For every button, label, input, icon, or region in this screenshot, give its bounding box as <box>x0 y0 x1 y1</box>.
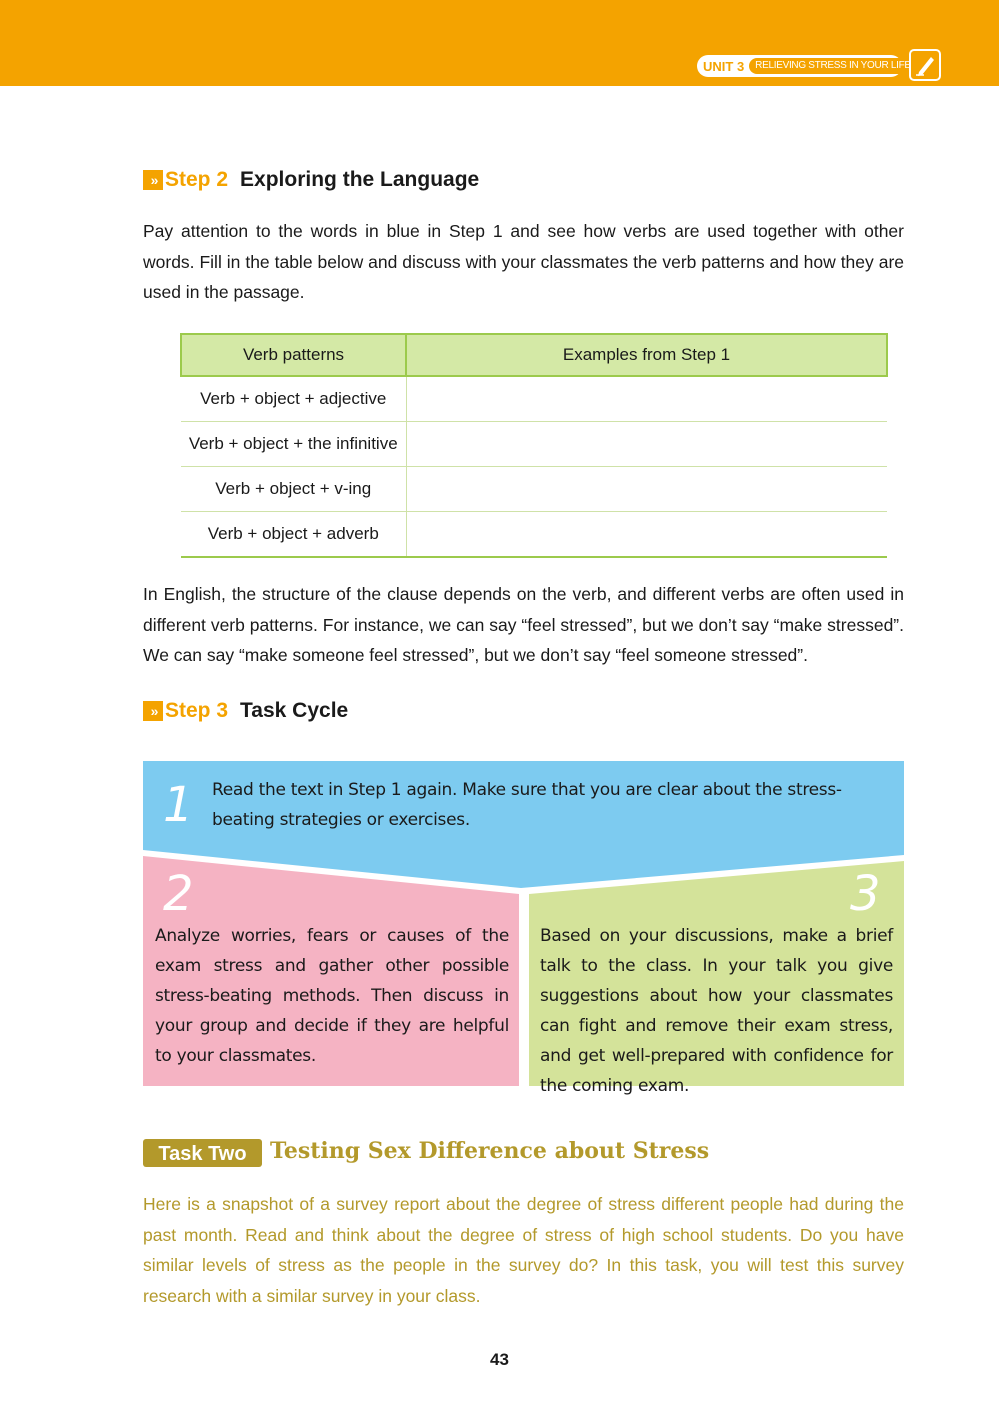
task2-text: Analyze worries, fears or causes of the exam stress and gather other possible stress-beating methods. Then discuss in your group and decide if they are helpful to your classmates. <box>155 926 509 1066</box>
unit-label: UNIT 3 <box>703 58 745 74</box>
example-cell[interactable] <box>406 376 887 422</box>
header-examples: Examples from Step 1 <box>406 334 887 376</box>
table-row <box>181 467 887 512</box>
task2-number: 2 <box>163 866 194 922</box>
step2-explanation: In English, the structure of the clause depends on the verb, and different verbs are often used in different verb patterns. For instance, we can say “feel stressed”, but we don’t say “make stressed”. We can say “make someone feel stressed”, but we don’t say “feel someone stressed”. <box>143 584 904 665</box>
table-row <box>181 422 887 467</box>
example-cell[interactable] <box>406 467 887 512</box>
double-arrow-icon: » <box>143 701 163 721</box>
header-verb-patterns: Verb patterns <box>181 334 406 376</box>
table-row <box>181 376 887 422</box>
unit-pill <box>697 55 911 77</box>
double-arrow-icon: » <box>143 170 163 190</box>
step3-title: Task Cycle <box>240 699 349 722</box>
table-header-row <box>181 334 887 376</box>
page-number: 43 <box>490 1350 509 1369</box>
step2-label: Step 2 <box>165 168 229 191</box>
task-two-title: Testing Sex Difference about Stress <box>270 1138 710 1164</box>
verb-patterns-table <box>180 333 888 558</box>
task1-text: Read the text in Step 1 again. Make sure that you are clear about the stress-beating strategies or exercises. <box>212 780 842 830</box>
task-two-text: Here is a snapshot of a survey report about the degree of stress different people had during the past month. Read and think about the degree of stress of high school students. Do you have similar levels of stress as the people in the survey do? In this task, you will test this survey research with a similar survey in your class. <box>143 1194 904 1306</box>
table-row <box>181 512 887 558</box>
unit-title: RELIEVING STRESS IN YOUR LIFE <box>749 58 917 74</box>
task-two-badge: Task Two <box>143 1139 262 1167</box>
example-cell[interactable] <box>406 512 887 558</box>
verb-pattern-cell: Verb + object + adverb <box>181 512 406 558</box>
task3-number: 3 <box>850 866 881 922</box>
step3-label: Step 3 <box>165 699 229 722</box>
pencil-icon <box>909 49 941 81</box>
step3-heading <box>143 699 348 723</box>
task3-text: Based on your discussions, make a brief talk to the class. In your talk you give suggestions about how your classmates can fight and remove their exam stress, and get well-prepared with confidence for the coming exam. <box>540 926 893 1096</box>
step2-heading <box>143 168 479 192</box>
verb-pattern-cell: Verb + object + adjective <box>181 376 406 422</box>
verb-pattern-cell: Verb + object + the infinitive <box>181 422 406 467</box>
task1-number: 1 <box>163 777 194 833</box>
example-cell[interactable] <box>406 422 887 467</box>
step2-title: Exploring the Language <box>240 168 480 191</box>
step2-intro: Pay attention to the words in blue in Step 1 and see how verbs are used together with other words. Fill in the table below and discuss with your classmates the verb patterns and how they are used in the passage. <box>143 221 904 302</box>
verb-pattern-cell: Verb + object + v-ing <box>181 467 406 512</box>
